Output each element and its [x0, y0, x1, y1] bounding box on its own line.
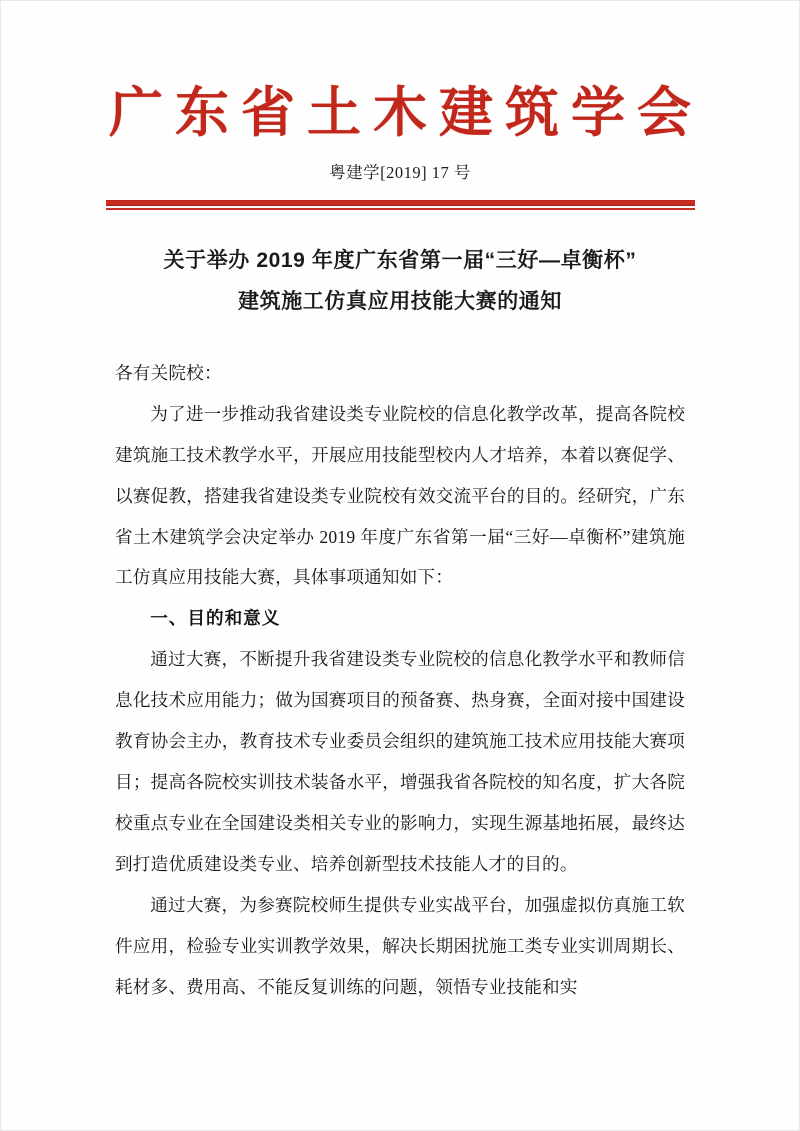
paragraph-intro: 为了进一步推动我省建设类专业院校的信息化教学改革，提高各院校建筑施工技术教学水平，开展应用技能型校内人才培养，本着以赛促学、以赛促教，搭建我省建设类专业院校有效交流平台的目的。经研究，广东省土木建筑学会决定举办 2019 年度广东省第一届“三好—卓衡杯”建筑施工仿真应用技能大赛，具体事项通知如下： — [115, 403, 685, 588]
rule-thin-bar — [106, 208, 695, 210]
paragraph-purpose-2: 通过大赛，为参赛院校师生提供专业实战平台，加强虚拟仿真施工软件应用，检验专业实训教学效果，解决长期困扰施工类专业实训周期长、耗材多、费用高、不能反复训练的问题，领悟专业技能和实 — [115, 895, 685, 998]
salutation: 各有关院校： — [115, 362, 222, 383]
organization-title: 广东省土木建筑学会 — [109, 83, 703, 143]
document-body — [115, 323, 685, 1009]
paragraph-purpose-1: 通过大赛，不断提升我省建设类专业院校的信息化教学水平和教师信息化技术应用能力；做为国赛项目的预备赛、热身赛，全面对接中国建设教育协会主办，教育技术专业委员会组织的建筑施工技术应用技能大赛项目；提高各院校实训技术装备水平，增强我省各院校的知名度，扩大各院校重点专业在全国建设类相关专业的影响力，实现生源基地拓展，最终达到打造优质建设类专业、培养创新型技术技能人才的目的。 — [115, 649, 685, 875]
section-heading-purpose: 一、目的和意义 — [150, 608, 281, 629]
document-number: 粤建学[2019] 17 号 — [329, 162, 471, 182]
document-title-line-1: 关于举办 2019 年度广东省第一届“三好—卓衡杯” — [163, 248, 637, 272]
document-title — [100, 241, 700, 323]
document-title-line-2: 建筑施工仿真应用技能大赛的通知 — [238, 289, 562, 313]
red-separator-rule — [106, 200, 695, 210]
letterhead — [1, 1, 799, 183]
